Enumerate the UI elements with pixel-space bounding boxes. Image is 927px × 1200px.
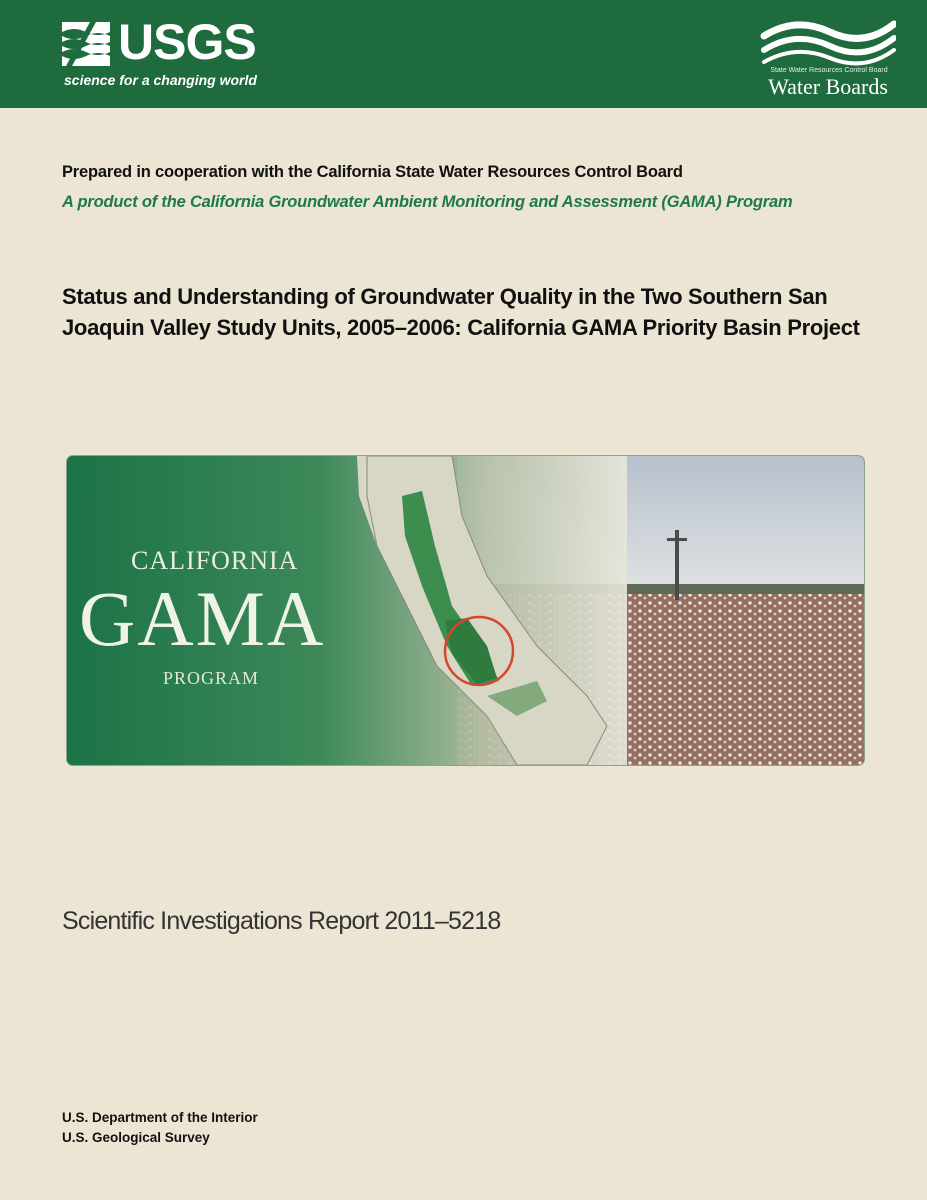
report-title: Status and Understanding of Groundwater Quality in the Two Southern San Joaquin Valley Study Units, 2005–2006: California GAMA Priority Basin Project: [62, 284, 860, 340]
survey-name: U.S. Geological Survey: [62, 1130, 210, 1145]
department-name: U.S. Department of the Interior: [62, 1110, 258, 1125]
program-label: PROGRAM: [163, 668, 260, 688]
program-statement: A product of the California Groundwater Ambient Monitoring and Assessment (GAMA) Program: [62, 193, 793, 211]
usgs-logo: [62, 14, 272, 98]
gama-wordmark: [67, 456, 397, 765]
gama-label: GAMA: [79, 575, 326, 662]
water-waves-icon: [760, 14, 896, 66]
report-number: Scientific Investigations Report 2011–5218: [62, 907, 501, 935]
california-label: CALIFORNIA: [131, 546, 299, 575]
gama-banner: [67, 456, 864, 765]
usgs-wave-icon: [62, 18, 112, 70]
usgs-tagline: science for a changing world: [64, 72, 257, 88]
water-boards-name: Water Boards: [768, 74, 888, 99]
cooperation-statement: Prepared in cooperation with the California State Water Resources Control Board: [62, 163, 683, 181]
water-boards-logo: [760, 14, 900, 100]
usgs-wordmark: USGS: [118, 14, 256, 70]
water-boards-subtitle: State Water Resources Control Board: [770, 67, 888, 74]
header-bar: [0, 0, 927, 108]
